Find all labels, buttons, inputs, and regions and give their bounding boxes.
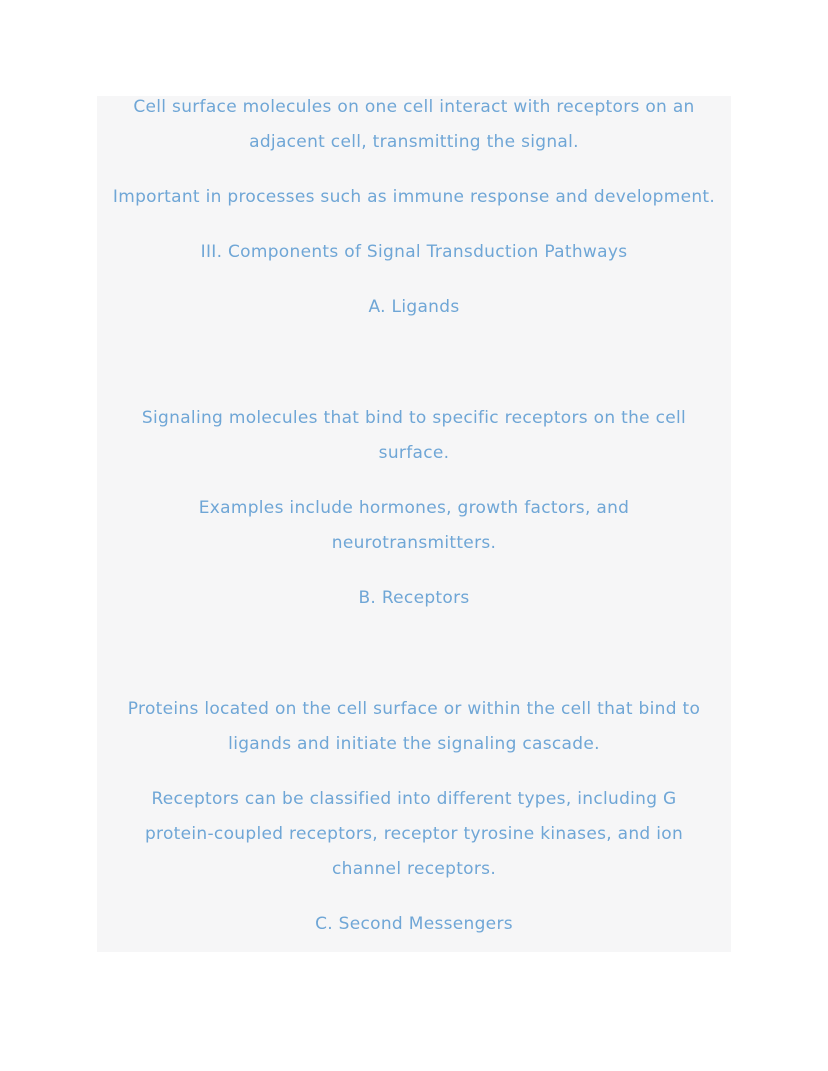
- paragraph-line-12: channel receptors.: [331, 859, 497, 879]
- paragraph-line-11: protein-coupled receptors, receptor tyrosine kinases, and ion: [144, 824, 684, 844]
- subheading-second-messengers: C. Second Messengers: [315, 914, 513, 934]
- paragraph-line-1: Cell surface molecules on one cell interact with receptors on an: [133, 97, 695, 117]
- paragraph-line-7: neurotransmitters.: [331, 533, 497, 553]
- paragraph-line-10: Receptors can be classified into different types, including G: [151, 789, 677, 809]
- paragraph-line-4: Signaling molecules that bind to specific receptors on the cell: [141, 408, 687, 428]
- paragraph-line-3: Important in processes such as immune response and development.: [112, 187, 716, 207]
- subheading-ligands: A. Ligands: [368, 297, 460, 317]
- section-heading: III. Components of Signal Transduction Pathways: [200, 242, 628, 262]
- paragraph-line-2: adjacent cell, transmitting the signal.: [249, 132, 579, 152]
- subheading-receptors: B. Receptors: [358, 588, 470, 608]
- paragraph-line-5: surface.: [378, 443, 450, 463]
- paragraph-line-6: Examples include hormones, growth factors, and: [198, 498, 630, 518]
- document-content-block: [97, 96, 731, 952]
- paragraph-line-9: ligands and initiate the signaling cascade.: [228, 734, 600, 754]
- paragraph-line-8: Proteins located on the cell surface or within the cell that bind to: [127, 699, 701, 719]
